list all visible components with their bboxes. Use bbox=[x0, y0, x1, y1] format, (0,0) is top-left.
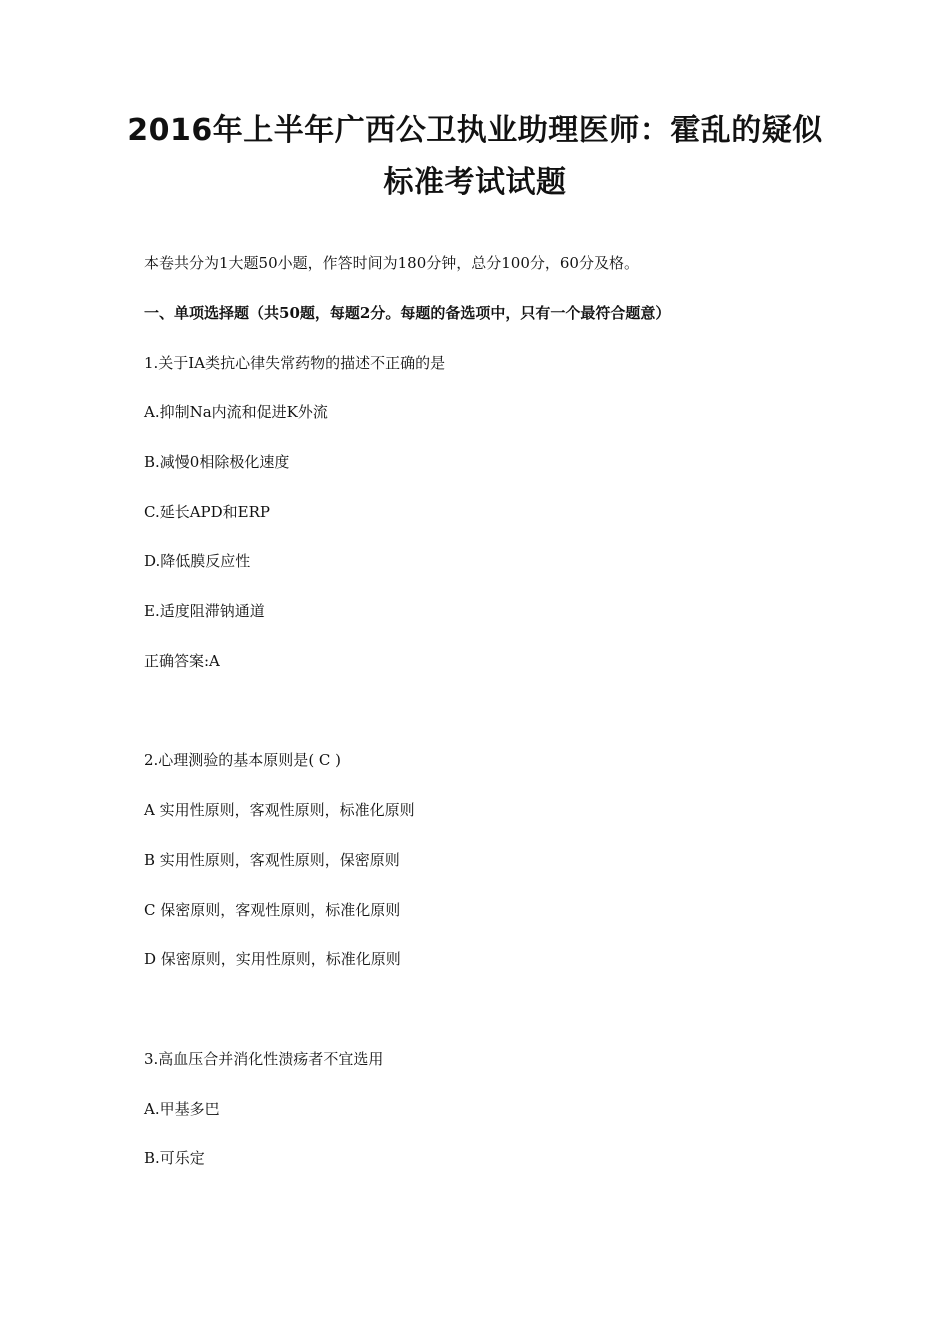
exam-intro: 本卷共分为1大题50小题，作答时间为180分钟，总分100分，60分及格。 bbox=[144, 254, 639, 272]
question-2-option-d: D 保密原则，实用性原则，标准化原则 bbox=[144, 950, 401, 968]
question-1-option-b: B.减慢0相除极化速度 bbox=[144, 453, 290, 471]
question-1-stem: 1.关于ⅠA类抗心律失常药物的描述不正确的是 bbox=[144, 354, 446, 372]
question-3-stem: 3.高血压合并消化性溃疡者不宜选用 bbox=[144, 1050, 384, 1068]
question-2-option-a: A 实用性原则，客观性原则，标准化原则 bbox=[144, 801, 415, 819]
document-title-line-1: 2016年上半年广西公卫执业助理医师：霍乱的疑似 bbox=[127, 113, 823, 148]
question-1-option-a: A.抑制Na内流和促进K外流 bbox=[144, 403, 328, 421]
question-1-answer: 正确答案:A bbox=[144, 652, 220, 670]
question-3-option-a: A.甲基多巴 bbox=[144, 1100, 220, 1118]
question-2-stem: 2.心理测验的基本原则是( C ) bbox=[144, 751, 342, 769]
question-2-option-b: B 实用性原则，客观性原则，保密原则 bbox=[144, 851, 400, 869]
question-1-option-d: D.降低膜反应性 bbox=[144, 552, 251, 570]
section-heading: 一、单项选择题（共50题，每题2分。每题的备选项中，只有一个最符合题意） bbox=[144, 304, 671, 322]
question-1-option-e: E.适度阻滞钠通道 bbox=[144, 602, 265, 620]
question-3-option-b: B.可乐定 bbox=[144, 1149, 205, 1167]
question-1-option-c: C.延长APD和ERP bbox=[144, 503, 270, 521]
question-2-option-c: C 保密原则，客观性原则，标准化原则 bbox=[144, 901, 401, 919]
document-title-line-2: 标准考试试题 bbox=[383, 165, 567, 200]
